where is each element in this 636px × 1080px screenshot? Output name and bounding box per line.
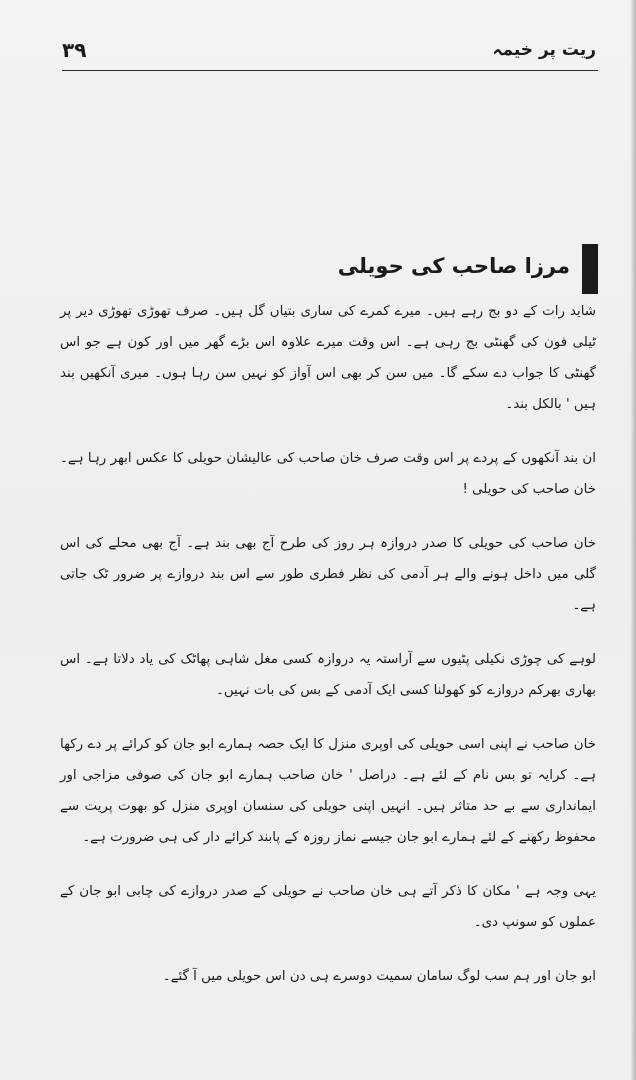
paragraph: خان صاحب کی حویلی کا صدر دروازہ ہر روز کی طرح آج بھی بند ہے۔ آج بھی محلے کی اس گلی میں داخل ہونے والے ہر آدمی کی نظر فطری طور سے اس بند دروازے پر ضرور ٹک جاتی ہے۔	[60, 536, 596, 613]
chapter-heading	[60, 244, 598, 294]
paragraph: ان بند آنکھوں کے پردے پر اس وقت صرف خان صاحب کی عالیشان حویلی کا عکس ابھر رہا ہے۔ خان صاحب کی حویلی !	[60, 451, 596, 497]
paragraph: شاید رات کے دو بج رہے ہیں۔ میرے کمرے کی ساری بتیاں گل ہیں۔ صرف تھوڑی تھوڑی دیر پر ٹیلی فون کی گھنٹی بج رہی ہے۔ اس وقت میرے علاوہ اس بڑے گھر میں اور کون ہے جو اس گھنٹی کا جواب دے سکے گا۔ میں سن کر بھی اس آواز کو نہیں سن رہا ہوں۔ میری آنکھیں بند ہیں ' بالکل بند۔	[60, 304, 596, 412]
paragraph: ابو جان اور ہم سب لوگ سامان سمیت دوسرے ہی دن اس حویلی میں آ گئے۔	[162, 969, 596, 984]
body-text	[60, 296, 596, 1015]
page-edge-shadow	[630, 0, 636, 1080]
page-number: ۳۹	[62, 38, 87, 62]
page-header	[62, 36, 596, 64]
paragraph: لوہے کی چوڑی نکیلی پٹیوں سے آراستہ یہ دروازہ کسی مغل شاہی پھاٹک کی یاد دلاتا ہے۔ اس بھاری بھرکم دروازے کو کھولنا کسی ایک آدمی کے بس کی بات نہیں۔	[60, 652, 596, 698]
paragraph: خان صاحب نے اپنی اسی حویلی کی اوپری منزل کا ایک حصہ ہمارے ابو جان کو کرائے پر دے رکھا ہے۔ کرایہ تو بس نام کے لئے ہے۔ دراصل ' خان صاحب ہمارے ابو جان کی صوفی مزاجی اور ایمانداری سے بے حد متاثر ہیں۔ انہیں اپنی حویلی کی سنسان اوپری منزل کو بھوت پریت سے محفوظ رکھنے کے لئے ہمارے ابو جان جیسے نماز روزہ کے پابند کرائے دار کی ہی ضرورت ہے۔	[60, 737, 596, 845]
chapter-title: مرزا صاحب کی حویلی	[337, 254, 570, 278]
chapter-marker-bar	[582, 244, 598, 294]
paragraph: یہی وجہ ہے ' مکان کا ذکر آتے ہی خان صاحب نے حویلی کے صدر دروازے کی چابی ابو جان کے عملوں کو سونپ دی۔	[60, 884, 596, 930]
running-title: ریت پر خیمہ	[492, 40, 596, 60]
header-rule	[62, 70, 598, 71]
